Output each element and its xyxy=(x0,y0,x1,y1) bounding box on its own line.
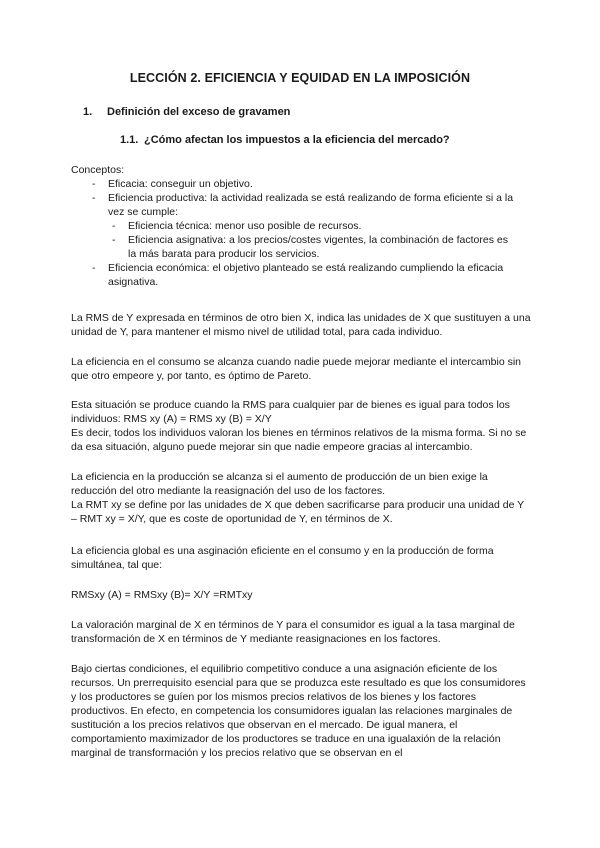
formula: RMSxy (A) = RMSxy (B)= X/Y =RMTxy xyxy=(71,589,253,601)
paragraph-produccion-line-2: La RMT xy se define por las unidades de X que deben sacrificarse para producir una unidad de Y – RMT xy = X/Y, que es coste de oportunidad de Y, en términos de X. xyxy=(71,499,524,525)
paragraph-eficiencia-global: La eficiencia global es una asginación eficiente en el consumo y en la producción de forma simultánea, tal que: xyxy=(71,545,494,571)
list-item xyxy=(92,191,532,219)
concept-eficiencia-asignativa: Eficiencia asignativa: a los precios/costes vigentes, la combinación de factores es la más barata para producir los servicios. xyxy=(128,234,508,260)
dash-bullet: - xyxy=(92,262,96,274)
concept-eficacia: Eficacia: conseguir un objetivo. xyxy=(108,178,253,190)
section-1-text: Definición del exceso de gravamen xyxy=(107,106,291,118)
section-1-number: 1. xyxy=(83,106,93,118)
list-item xyxy=(112,233,512,261)
concept-eficiencia-economica: Eficiencia económica: el objetivo planteado se está realizando cumpliendo la eficacia asignativa. xyxy=(108,262,504,288)
paragraph-produccion xyxy=(71,470,531,526)
section-1-1-text: ¿Cómo afectan los impuestos a la eficiencia del mercado? xyxy=(144,134,450,146)
paragraph-bajo-ciertas-condiciones: Bajo ciertas condiciones, el equilibrio competitivo conduce a una asignación eficiente de los recursos. Un prerrequisito esencial para que se produzca este resultado es que los consumidores y los productores se guíen por los mismos precios relativos de los bienes y los factores productivos. En efecto, en competencia los consumidores igualan las relaciones marginales de sustitución a los precios relativos que observan en el mercado. De igual manera, el comportamiento maximizador de los productores se traduce en una igualaxión de la relación marginal de transformación y los precios relativo que se observan en el xyxy=(71,663,526,759)
list-item xyxy=(92,177,532,191)
paragraph-rms-definition: La RMS de Y expresada en términos de otro bien X, indica las unidades de X que sustituyen a una unidad de Y, para mantener el mismo nivel de utilidad total, para cada individuo. xyxy=(71,312,531,338)
lesson-title: LECCIÓN 2. EFICIENCIA Y EQUIDAD EN LA IMPOSICIÓN xyxy=(129,71,471,85)
paragraph-valoracion: La valoración marginal de X en términos de Y para el consumidor es igual a la tasa marginal de transformación de X en términos de Y mediante reasignaciones en los factores. xyxy=(71,619,515,645)
paragraph-consumo: La eficiencia en el consumo se alcanza cuando nadie puede mejorar mediante el intercambio sin que otro empeore y, por tanto, es óptimo de Pareto. xyxy=(71,356,522,382)
concepts-list xyxy=(92,177,532,289)
section-1-1-heading xyxy=(120,134,450,146)
concept-eficiencia-productiva: Eficiencia productiva: la actividad realizada se está realizando de forma eficiente si a la vez se cumple: xyxy=(108,192,514,218)
sub-list xyxy=(112,219,512,261)
dash-bullet: - xyxy=(92,178,96,190)
list-item xyxy=(92,261,532,289)
section-1-heading xyxy=(83,106,290,118)
dash-bullet: - xyxy=(92,192,96,204)
dash-bullet: - xyxy=(112,220,116,232)
section-1-1-number: 1.1. xyxy=(120,134,139,146)
paragraph-situacion-line-2: Es decir, todos los individuos valoran los bienes en términos relativos de la misma forma. Si no se da esa situación, alguno puede mejorar sin que nadie empeore gracias al intercambio. xyxy=(71,427,527,453)
paragraph-produccion-line-1: La eficiencia en la producción se alcanza si el aumento de producción de un bien exige la reducción del otro mediante la reasignación del uso de los factores. xyxy=(71,471,488,497)
concepts-label: Conceptos: xyxy=(71,164,125,176)
dash-bullet: - xyxy=(112,234,116,246)
list-item xyxy=(112,219,512,233)
paragraph-situacion-line-1: Esta situación se produce cuando la RMS para cualquier par de bienes es igual para todos los individuos: RMS xy (A) = RMS xy (B) = X/Y xyxy=(71,399,510,425)
concept-eficiencia-tecnica: Eficiencia técnica: menor uso posible de recursos. xyxy=(128,220,362,232)
paragraph-situacion xyxy=(71,398,531,454)
